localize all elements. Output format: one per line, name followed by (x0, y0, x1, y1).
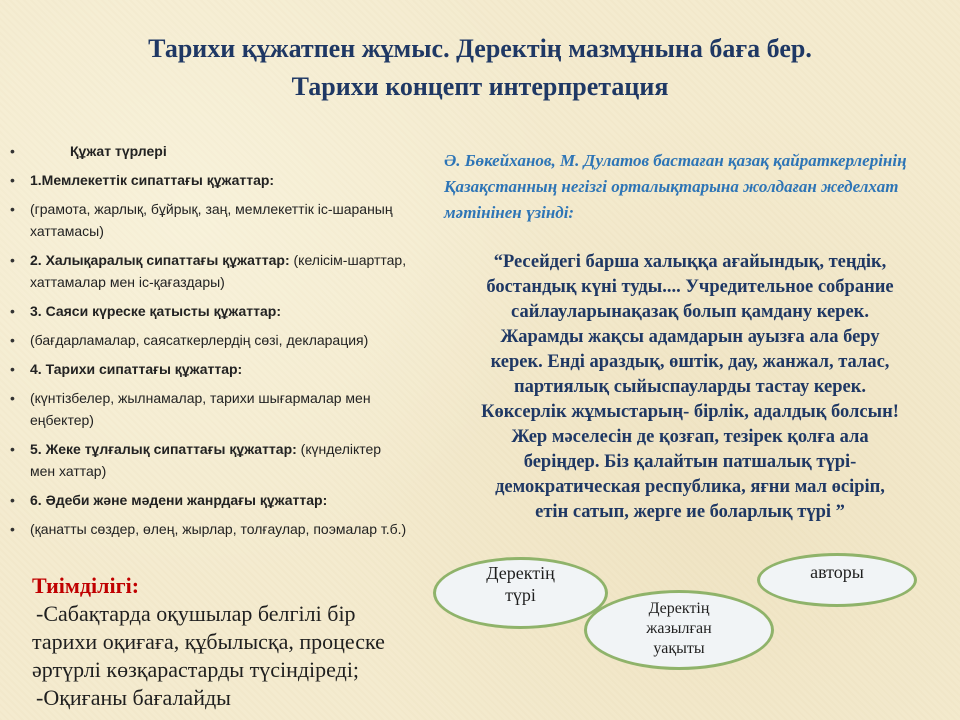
efficiency-line: -Сабақтарда оқушылар белгілі бір (36, 601, 356, 626)
efficiency-block (32, 572, 462, 712)
list-item-bold: 6. Әдеби және мәдени жанрдағы құжаттар: (30, 492, 328, 508)
quote-line: бостандық күні туды.... Учредительное собрание (486, 277, 894, 297)
list-item-text: (қанатты сөздер, өлең, жырлар, толғаулар, поэмалар т.б.) (30, 521, 407, 537)
list-item (10, 249, 410, 293)
oval-label: Деректің (486, 563, 555, 583)
quote-line: беріңдер. Біз қалайтын патшалық түрі- (523, 452, 857, 472)
efficiency-line: тарихи оқиғаға, құбылысқа, процеске (32, 629, 385, 654)
list-item-bold: 4. Тарихи сипаттағы құжаттар: (30, 361, 243, 377)
bullet-icon: • (10, 303, 15, 319)
bullet-icon: • (10, 172, 15, 188)
bullet-icon: • (10, 143, 15, 159)
quote-line: Жер мәселесін де қозғап, тезірек қолға ала (511, 427, 869, 447)
list-item (10, 198, 410, 242)
quote-line: Көксерлік жұмыстарың- бірлік, адалдық болсын! (481, 402, 899, 422)
bullet-icon: • (10, 252, 15, 268)
list-item (10, 438, 410, 482)
list-item-bold: 1.Мемлекеттік сипаттағы құжаттар: (30, 172, 275, 188)
efficiency-line: -Оқиғаны бағалайды (36, 685, 231, 710)
bullet-icon: • (10, 361, 15, 377)
list-item (10, 169, 410, 191)
slide-title-line-2: Тарихи концепт интерпретация (291, 72, 669, 101)
list-item-text: (келісім-шарттар, хаттамалар мен іс-қағаздары) (30, 252, 407, 290)
quote-line: демократическая республика, яғни мал өсіріп, (495, 477, 885, 497)
list-item-text: (күнделіктер мен хаттар) (30, 441, 382, 479)
list-item-bold: 3. Саяси күреске қатысты құжаттар: (30, 303, 281, 319)
list-item-text: (грамота, жарлық, бұйрық, заң, мемлекеттік іс-шараның хаттамасы) (30, 201, 393, 239)
list-item (10, 358, 410, 380)
list-item (10, 489, 410, 511)
quote-line: керек. Енді араздық, өштік, дау, жанжал, талас, (490, 352, 890, 372)
bullet-icon: • (10, 390, 15, 406)
list-item-text: (күнтізбелер, жылнамалар, тарихи шығармалар мен еңбектер) (30, 390, 371, 428)
list-item (10, 518, 410, 540)
list-item-bold: 2. Халықаралық сипаттағы құжаттар: (30, 252, 290, 268)
oval-label: түрі (505, 585, 536, 605)
document-types-heading (10, 140, 410, 162)
efficiency-line: әртүрлі көзқарастарды түсіндіреді; (32, 657, 360, 682)
source-author-oval[interactable] (757, 553, 917, 607)
quote-line: етін сатып, жерге ие боларлық түрі ” (535, 502, 845, 522)
list-item (10, 387, 410, 431)
list-item (10, 329, 410, 351)
bullet-icon: • (10, 332, 15, 348)
list-item-bold: 5. Жеке тұлғалық сипаттағы құжаттар: (30, 441, 297, 457)
bullet-icon: • (10, 521, 15, 537)
list-item (10, 300, 410, 322)
slide-title-line-1: Тарихи құжатпен жұмыс. Деректің мазмұнына баға бер. (148, 34, 812, 63)
document-types-heading-text: Құжат түрлері (70, 143, 167, 159)
source-intro: Ә. Бөкейханов, М. Дулатов бастаған қазақ қайраткерлерінің Қазақстанның негізгі орталықтарына жолдаған жеделхат мәтінінен үзінді: (444, 151, 907, 222)
bullet-icon: • (10, 492, 15, 508)
oval-label: уақыты (653, 640, 705, 657)
quote-line: Жарамды жақсы адамдарын ауызға ала беру (500, 327, 880, 347)
telegram-quote (440, 250, 940, 525)
list-item-text: (бағдарламалар, саясаткерлердің сөзі, декларация) (30, 332, 369, 348)
quote-line: “Ресейдегі барша халыққа ағайындық, теңдік, (493, 252, 887, 272)
source-type-oval[interactable] (433, 557, 608, 629)
quote-line: сайлауларынақазақ болып қамдану керек. (511, 302, 869, 322)
oval-label: жазылған (646, 620, 712, 637)
source-time-oval[interactable] (584, 590, 774, 670)
quote-line: партиялық сыйыспауларды тастау керек. (513, 377, 867, 397)
bullet-icon: • (10, 441, 15, 457)
efficiency-heading: Тиімділігі: (32, 573, 140, 598)
oval-label: авторы (810, 562, 864, 582)
document-types-list (10, 140, 410, 547)
slide-title (40, 30, 920, 106)
oval-label: Деректің (648, 600, 710, 617)
bullet-icon: • (10, 201, 15, 217)
